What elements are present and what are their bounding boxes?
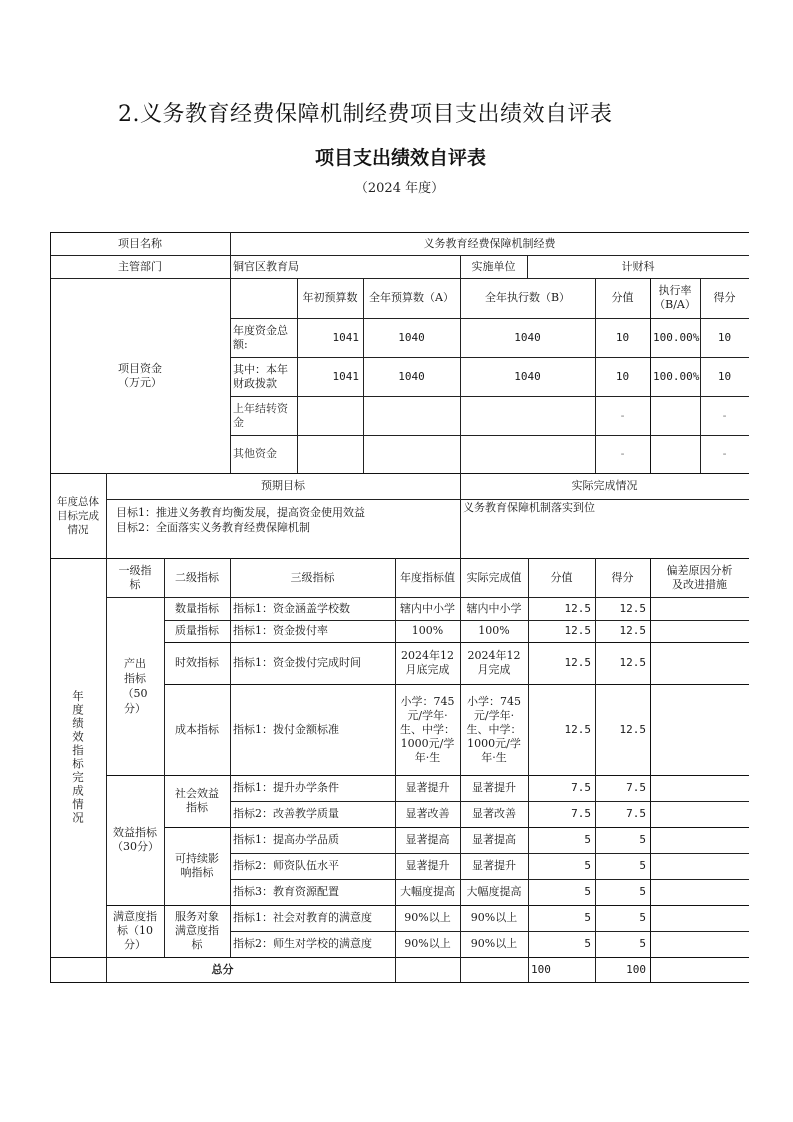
annual-target-value: 小学：745元/学年·生、中学：1000元/学年·生 (400, 694, 455, 764)
funds-annual-cell (363, 396, 460, 435)
annual-target-value: 显著提升 (405, 781, 450, 794)
funds-rate-cell (650, 396, 700, 435)
actual-value: 辖内中小学 (466, 601, 522, 615)
total-label: 总分 (211, 962, 234, 976)
score-value: 7.5 (626, 781, 646, 794)
document-heading: 2.义务教育经费保障机制经费项目支出绩效自评表 (118, 102, 613, 127)
weight-value: 12.5 (564, 601, 591, 615)
actual-value: 大幅度提高 (466, 885, 522, 898)
impl-unit-label: 实施单位 (471, 259, 516, 273)
score-value: 7.5 (626, 807, 646, 820)
score-value: 5 (639, 937, 646, 950)
funds-label: 项目资金 （万元） (118, 361, 162, 389)
level2-indicator: 社会效益指标 (175, 787, 219, 814)
level3-indicator: 指标1：提高办学品质 (233, 833, 339, 846)
annual-target-value: 显著改善 (405, 807, 450, 820)
weight-value: 5 (584, 911, 591, 924)
total-actual-empty (460, 957, 528, 982)
funds-row-label: 其他资金 (233, 447, 277, 460)
level2-indicator: 质量指标 (175, 624, 219, 637)
level3-indicator: 指标1：资金拨付率 (233, 624, 328, 637)
annual-target-value: 大幅度提高 (400, 885, 455, 898)
deviation-analysis-cell (650, 642, 749, 684)
score-value: 12.5 (619, 624, 646, 637)
level3-indicator: 指标2：师资队伍水平 (233, 859, 339, 872)
level3-indicator: 指标3：教育资源配置 (233, 885, 339, 898)
weight-value: 12.5 (564, 656, 591, 669)
funds-score-cell: - (721, 447, 728, 460)
funds-rate-cell: 100.00% (653, 330, 700, 344)
annual-target-value: 100% (411, 624, 444, 637)
funds-initial-cell (297, 396, 363, 435)
funds-header: 分值 (611, 291, 634, 304)
total-score: 100 (626, 962, 646, 976)
deviation-analysis-cell (650, 597, 749, 642)
funds-executed-cell (460, 396, 595, 435)
level3-indicator: 指标1：拨付金额标准 (233, 722, 339, 736)
score-value: 5 (639, 833, 646, 846)
project-name-label: 项目名称 (118, 236, 162, 250)
actual-value: 显著改善 (472, 807, 516, 820)
level3-indicator: 指标1：提升办学条件 (233, 781, 339, 794)
weight-value: 5 (584, 859, 591, 872)
indicators-header: 得分 (611, 570, 634, 584)
dept-label: 主管部门 (118, 259, 162, 273)
funds-rate-cell (650, 435, 700, 473)
actual-value: 显著提升 (472, 859, 516, 872)
indicators-header: 二级指标 (175, 570, 219, 584)
funds-executed-cell: 1040 (514, 369, 541, 383)
level2-indicator: 服务对象满意度指标 (175, 910, 219, 951)
funds-initial-cell: 1041 (332, 369, 359, 383)
indicators-header: 年度指标值 (400, 570, 455, 584)
dept-value: 铜官区教育局 (233, 259, 299, 273)
funds-header: 全年执行数（B） (484, 291, 571, 304)
level3-indicator: 指标1：社会对教育的满意度 (233, 911, 372, 924)
score-value: 12.5 (619, 722, 646, 736)
goals-label: 年度总体目标完成情况 (57, 495, 99, 536)
funds-initial-cell: 1041 (332, 330, 359, 344)
weight-value: 12.5 (564, 624, 591, 637)
level2-indicator: 数量指标 (175, 601, 219, 615)
score-value: 12.5 (619, 656, 646, 669)
annual-target-value: 90%以上 (404, 937, 451, 950)
actual-value: 2024年12月完成 (467, 649, 521, 676)
level1-indicator: 产出指标（50分） (122, 657, 148, 715)
indicators-header: 偏差原因分析及改进措施 (666, 563, 733, 591)
level1-indicator: 效益指标（30分） (112, 826, 159, 853)
indicators-header: 一级指标 (118, 563, 152, 591)
funds-header: 年初预算数 (302, 291, 358, 304)
deviation-analysis-cell (650, 775, 749, 827)
indicators-section-label: 年度绩效指标完成情况 (71, 690, 85, 825)
score-value: 5 (639, 911, 646, 924)
score-value: 5 (639, 885, 646, 898)
actual-value: 100% (478, 624, 510, 637)
level2-indicator: 时效指标 (175, 656, 219, 669)
actual-completion-text: 义务教育保障机制落实到位 (463, 501, 595, 514)
funds-row-label: 其中：本年财政拨款 (233, 362, 288, 390)
funds-rate-cell: 100.00% (653, 369, 700, 383)
table-rule-horizontal (50, 982, 749, 983)
funds-weight-cell: - (619, 447, 626, 460)
funds-weight-cell: - (619, 408, 626, 422)
funds-header: 全年预算数（A） (369, 291, 454, 304)
funds-score-cell: 10 (717, 330, 732, 344)
project-name-value: 义务教育经费保障机制经费 (423, 236, 556, 250)
funds-annual-cell: 1040 (398, 330, 425, 344)
impl-unit-value: 计财科 (621, 259, 655, 273)
weight-value: 5 (584, 833, 591, 846)
funds-annual-cell: 1040 (398, 369, 425, 383)
weight-value: 5 (584, 937, 591, 950)
funds-row-label: 上年结转资金 (233, 401, 288, 429)
funds-executed-cell (460, 435, 595, 473)
funds-row-label: 年度资金总额: (233, 323, 288, 351)
level3-indicator: 指标2：改善教学质量 (233, 807, 339, 820)
weight-value: 7.5 (571, 781, 591, 794)
level3-indicator: 指标2：师生对学校的满意度 (233, 937, 372, 950)
funds-header: 得分 (713, 291, 736, 304)
funds-score-cell: - (721, 408, 728, 422)
actual-value: 90%以上 (470, 911, 518, 924)
score-value: 12.5 (619, 601, 646, 615)
actual-value: 显著提高 (472, 833, 516, 846)
funds-annual-cell (363, 435, 460, 473)
total-weight: 100 (531, 962, 551, 976)
funds-weight-cell: 10 (615, 369, 630, 383)
annual-target-value: 90%以上 (404, 911, 451, 924)
level2-indicator: 可持续影响指标 (175, 852, 219, 879)
total-deviation-empty (650, 957, 749, 982)
weight-value: 5 (584, 885, 591, 898)
expected-goal-line: 目标1：推进义务教育均衡发展，提高资金使用效益 (116, 506, 365, 519)
form-title: 项目支出绩效自评表 (314, 147, 486, 169)
actual-value: 小学：745元/学年·生、中学：1000元/学年·生 (466, 694, 522, 764)
indicators-header: 分值 (550, 570, 573, 584)
expected-goal-line: 目标2：全面落实义务教育经费保障机制 (116, 521, 310, 534)
funds-score-cell: 10 (717, 369, 732, 383)
funds-initial-cell (297, 435, 363, 473)
annual-target-value: 显著提高 (405, 833, 450, 846)
form-year: （2024 年度） (354, 181, 445, 196)
expected-goals-header: 预期目标 (261, 479, 305, 492)
indicators-header: 三级指标 (290, 570, 335, 584)
annual-target-value: 辖内中小学 (400, 601, 455, 615)
actual-completion-header: 实际完成情况 (571, 479, 638, 492)
funds-executed-cell: 1040 (514, 330, 541, 344)
level1-indicator: 满意度指标（10分） (113, 910, 157, 951)
actual-value: 显著提升 (472, 781, 516, 794)
level2-indicator: 成本指标 (175, 722, 219, 736)
weight-value: 12.5 (564, 722, 591, 736)
level3-indicator: 指标1：资金拨付完成时间 (233, 656, 361, 669)
actual-value: 90%以上 (470, 937, 518, 950)
deviation-analysis-cell (650, 827, 749, 905)
annual-target-value: 显著提升 (405, 859, 450, 872)
annual-target-value: 2024年12月底完成 (401, 649, 454, 676)
funds-header: 执行率 （B/A） (654, 284, 696, 311)
score-value: 5 (639, 859, 646, 872)
funds-weight-cell: 10 (615, 330, 630, 344)
indicators-header: 实际完成值 (466, 570, 522, 584)
weight-value: 7.5 (571, 807, 591, 820)
expected-goals-text (106, 499, 460, 558)
level3-indicator: 指标1：资金涵盖学校数 (233, 601, 350, 615)
total-target-empty (395, 957, 460, 982)
deviation-analysis-cell (650, 905, 749, 957)
deviation-analysis-cell (650, 684, 749, 775)
